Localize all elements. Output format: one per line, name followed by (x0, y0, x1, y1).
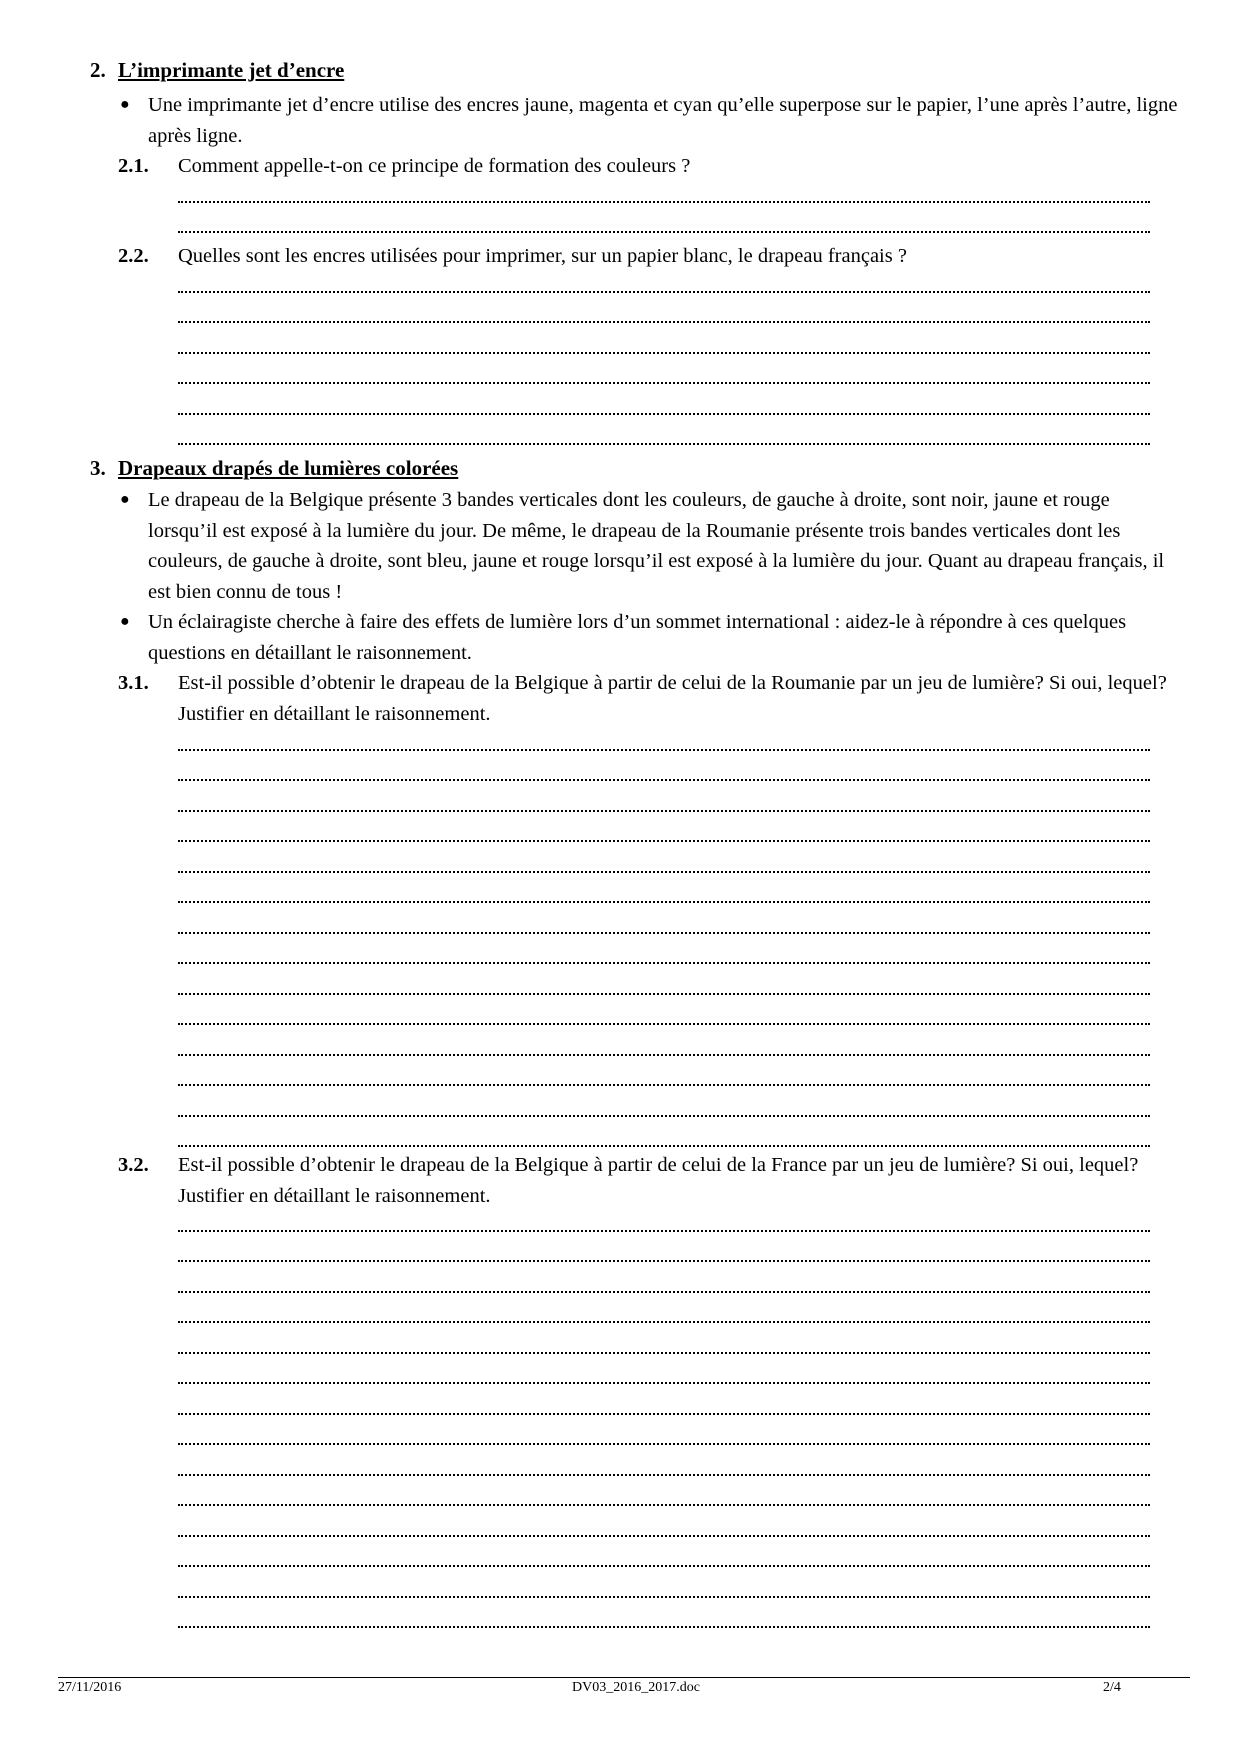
answer-line[interactable] (178, 1232, 1150, 1263)
section-title: L’imprimante jet d’encre (118, 58, 345, 82)
question-number: 3.1. (118, 672, 149, 694)
answer-line[interactable] (178, 1415, 1150, 1446)
answer-lines-2-2[interactable] (178, 270, 1150, 453)
question-number: 2.1. (118, 155, 149, 177)
section-title: Drapeaux drapés de lumières colorées (118, 456, 459, 480)
answer-line[interactable] (178, 1201, 1150, 1232)
section-number: 3. (90, 456, 106, 480)
footer-divider (58, 1677, 1190, 1678)
answer-line[interactable] (178, 1445, 1150, 1476)
answer-line[interactable] (178, 293, 1150, 324)
answer-line[interactable] (178, 1354, 1150, 1385)
question-text: Comment appelle-t-on ce principe de formation des couleurs ? (178, 155, 691, 177)
answer-line[interactable] (178, 751, 1150, 782)
answer-line[interactable] (178, 1056, 1150, 1087)
bullet-item (120, 485, 1180, 607)
footer-filename: DV03_2016_2017.doc (572, 1680, 700, 1695)
section-number: 2. (90, 58, 106, 82)
answer-line[interactable] (178, 1262, 1150, 1293)
answer-line[interactable] (178, 203, 1150, 234)
footer-date: 27/11/2016 (58, 1680, 122, 1695)
answer-line[interactable] (178, 323, 1150, 354)
section-2-heading (90, 55, 344, 85)
bullet-text: Une imprimante jet d’encre utilise des encres jaune, magenta et cyan qu’elle superpose sur le papier, l’une après l’autre, ligne après ligne. (148, 94, 1178, 147)
answer-line[interactable] (178, 172, 1150, 203)
bullet-item (120, 90, 1180, 151)
answer-line[interactable] (178, 812, 1150, 843)
bullet-icon: ● (120, 613, 130, 630)
answer-line[interactable] (178, 720, 1150, 751)
question-text: Quelles sont les encres utilisées pour imprimer, sur un papier blanc, le drapeau français ? (178, 245, 907, 267)
bullet-item (120, 607, 1180, 668)
answer-line[interactable] (178, 873, 1150, 904)
answer-line[interactable] (178, 995, 1150, 1026)
answer-line[interactable] (178, 1567, 1150, 1598)
answer-line[interactable] (178, 1117, 1150, 1148)
answer-line[interactable] (178, 1476, 1150, 1507)
answer-line[interactable] (178, 262, 1150, 293)
answer-line[interactable] (178, 384, 1150, 415)
answer-line[interactable] (178, 1384, 1150, 1415)
answer-line[interactable] (178, 1086, 1150, 1117)
question-text: Est-il possible d’obtenir le drapeau de la Belgique à partir de celui de la Roumanie par un jeu de lumière? Si oui, lequel? Justifier en détaillant le raisonnement. (178, 672, 1167, 725)
answer-line[interactable] (178, 354, 1150, 385)
question-number: 3.2. (118, 1154, 149, 1176)
answer-line[interactable] (178, 1537, 1150, 1568)
bullet-text: Un éclairagiste cherche à faire des effets de lumière lors d’un sommet international : aidez-le à répondre à ces quelques questions en détaillant le raisonnement. (148, 611, 1127, 664)
answer-line[interactable] (178, 1598, 1150, 1629)
question-number: 2.2. (118, 245, 149, 267)
bullet-icon: ● (120, 491, 130, 508)
section-3-heading (90, 453, 458, 483)
answer-lines-2-1[interactable] (178, 180, 1150, 241)
answer-line[interactable] (178, 1506, 1150, 1537)
bullet-text: Le drapeau de la Belgique présente 3 bandes verticales dont les couleurs, de gauche à droite, sont noir, jaune et rouge lorsqu’il est exposé à la lumière du jour. De même, le drapeau de la Roumanie présente trois bandes verticales dont les couleurs, de gauche à droite, sont bleu, jaune et rouge lorsqu’il est exposé à la lumière du jour. Quant au drapeau français, il est bien connu de tous ! (148, 489, 1165, 603)
bullet-icon: ● (120, 96, 130, 113)
answer-line[interactable] (178, 415, 1150, 446)
answer-line[interactable] (178, 1323, 1150, 1354)
answer-line[interactable] (178, 842, 1150, 873)
answer-lines-3-1[interactable] (178, 728, 1150, 1155)
answer-line[interactable] (178, 1025, 1150, 1056)
footer-page-number: 2/4 (1103, 1680, 1121, 1695)
answer-line[interactable] (178, 934, 1150, 965)
answer-line[interactable] (178, 1293, 1150, 1324)
answer-lines-3-2[interactable] (178, 1209, 1150, 1636)
answer-line[interactable] (178, 781, 1150, 812)
answer-line[interactable] (178, 964, 1150, 995)
answer-line[interactable] (178, 903, 1150, 934)
question-text: Est-il possible d’obtenir le drapeau de la Belgique à partir de celui de la France par un jeu de lumière? Si oui, lequel? Justifier en détaillant le raisonnement. (178, 1154, 1139, 1207)
